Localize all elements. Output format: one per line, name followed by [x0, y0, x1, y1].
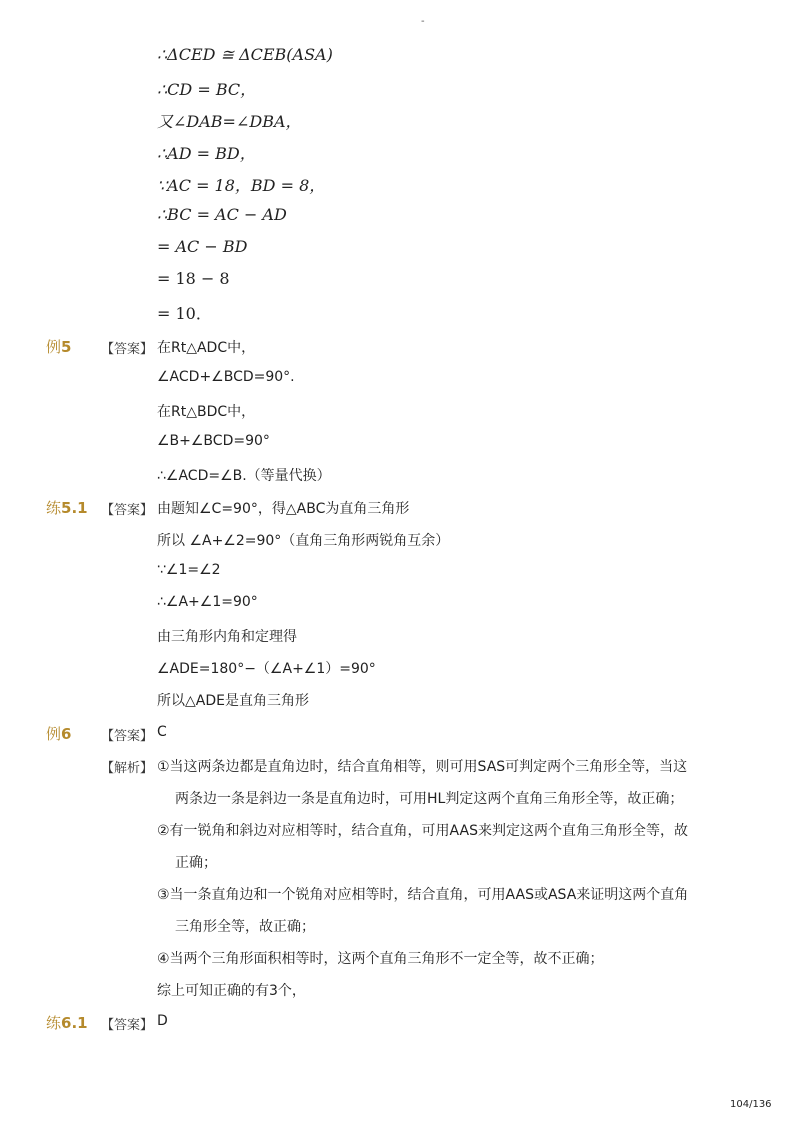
answer-value: C	[157, 724, 167, 740]
answer-value: D	[157, 1013, 168, 1029]
analysis-line: 两条边一条是斜边一条是直角边时，可用HL判定这两个直角三角形全等，故正确；	[175, 791, 684, 807]
answer-line: ∴∠ACD=∠B.（等量代换）	[157, 468, 331, 484]
answer-tag: 【答案】	[101, 342, 154, 357]
analysis-line: 三角形全等，故正确；	[175, 919, 315, 935]
analysis-line: ①当这两条边都是直角边时，结合直角相等，则可用SAS可判定两个三角形全等，当这	[157, 759, 688, 775]
answer-tag: 【答案】	[101, 729, 154, 744]
label-number: 6	[61, 725, 72, 743]
proof-line: = 18 − 8	[157, 269, 230, 288]
answer-tag: 【答案】	[101, 1018, 154, 1033]
answer-line: ∠B+∠BCD=90°	[157, 433, 270, 449]
answer-line: 在Rt△BDC中，	[157, 404, 256, 420]
answer-tag: 【答案】	[101, 503, 154, 518]
proof-line: ∴AD = BD，	[157, 144, 256, 163]
analysis-line: 综上可知正确的有3个，	[157, 983, 306, 999]
exercise-label-6-1	[46, 1012, 88, 1033]
analysis-line: 正确；	[175, 855, 217, 871]
answer-line: 所以△ADE是直角三角形	[157, 693, 309, 709]
proof-line: = AC − BD	[157, 237, 248, 256]
label-char: 练	[46, 1014, 62, 1032]
answer-line: ∠ACD+∠BCD=90°.	[157, 369, 295, 385]
proof-line: ∴BC = AC − AD	[157, 205, 287, 224]
top-mark: -	[421, 16, 425, 27]
label-char: 例	[46, 338, 62, 356]
label-number: 5.1	[61, 499, 88, 517]
example-label-6	[46, 723, 71, 744]
answer-line: 所以 ∠A+∠2=90°（直角三角形两锐角互余）	[157, 533, 450, 549]
answer-line: ∠ADE=180°−（∠A+∠1）=90°	[157, 661, 376, 677]
page-number: 104/136	[730, 1099, 772, 1110]
proof-line: 又∠DAB=∠DBA，	[157, 112, 302, 131]
exercise-label-5-1	[46, 497, 88, 518]
analysis-line: ②有一锐角和斜边对应相等时，结合直角，可用AAS来判定这两个直角三角形全等，故	[157, 823, 688, 839]
example-label-5	[46, 336, 71, 357]
label-number: 5	[61, 338, 72, 356]
analysis-line: ③当一条直角边和一个锐角对应相等时，结合直角，可用AAS或ASA来证明这两个直角	[157, 887, 689, 903]
proof-line: = 10．	[157, 304, 212, 323]
label-char: 练	[46, 499, 62, 517]
answer-line: ∴∠A+∠1=90°	[157, 594, 258, 610]
proof-line: ∴CD = BC，	[157, 80, 257, 99]
proof-line: ∴ΔCED ≅ ΔCEB(ASA)	[157, 45, 333, 64]
answer-line: 在Rt△ADC中，	[157, 340, 256, 356]
label-number: 6.1	[61, 1014, 88, 1032]
proof-line: ∵AC = 18，BD = 8，	[157, 176, 326, 195]
answer-line: 由三角形内角和定理得	[157, 629, 297, 645]
analysis-tag: 【解析】	[101, 761, 154, 776]
answer-line: ∵∠1=∠2	[157, 562, 221, 578]
analysis-line: ④当两个三角形面积相等时，这两个直角三角形不一定全等，故不正确；	[157, 951, 604, 967]
answer-line: 由题知∠C=90°，得△ABC为直角三角形	[157, 501, 410, 517]
label-char: 例	[46, 725, 62, 743]
